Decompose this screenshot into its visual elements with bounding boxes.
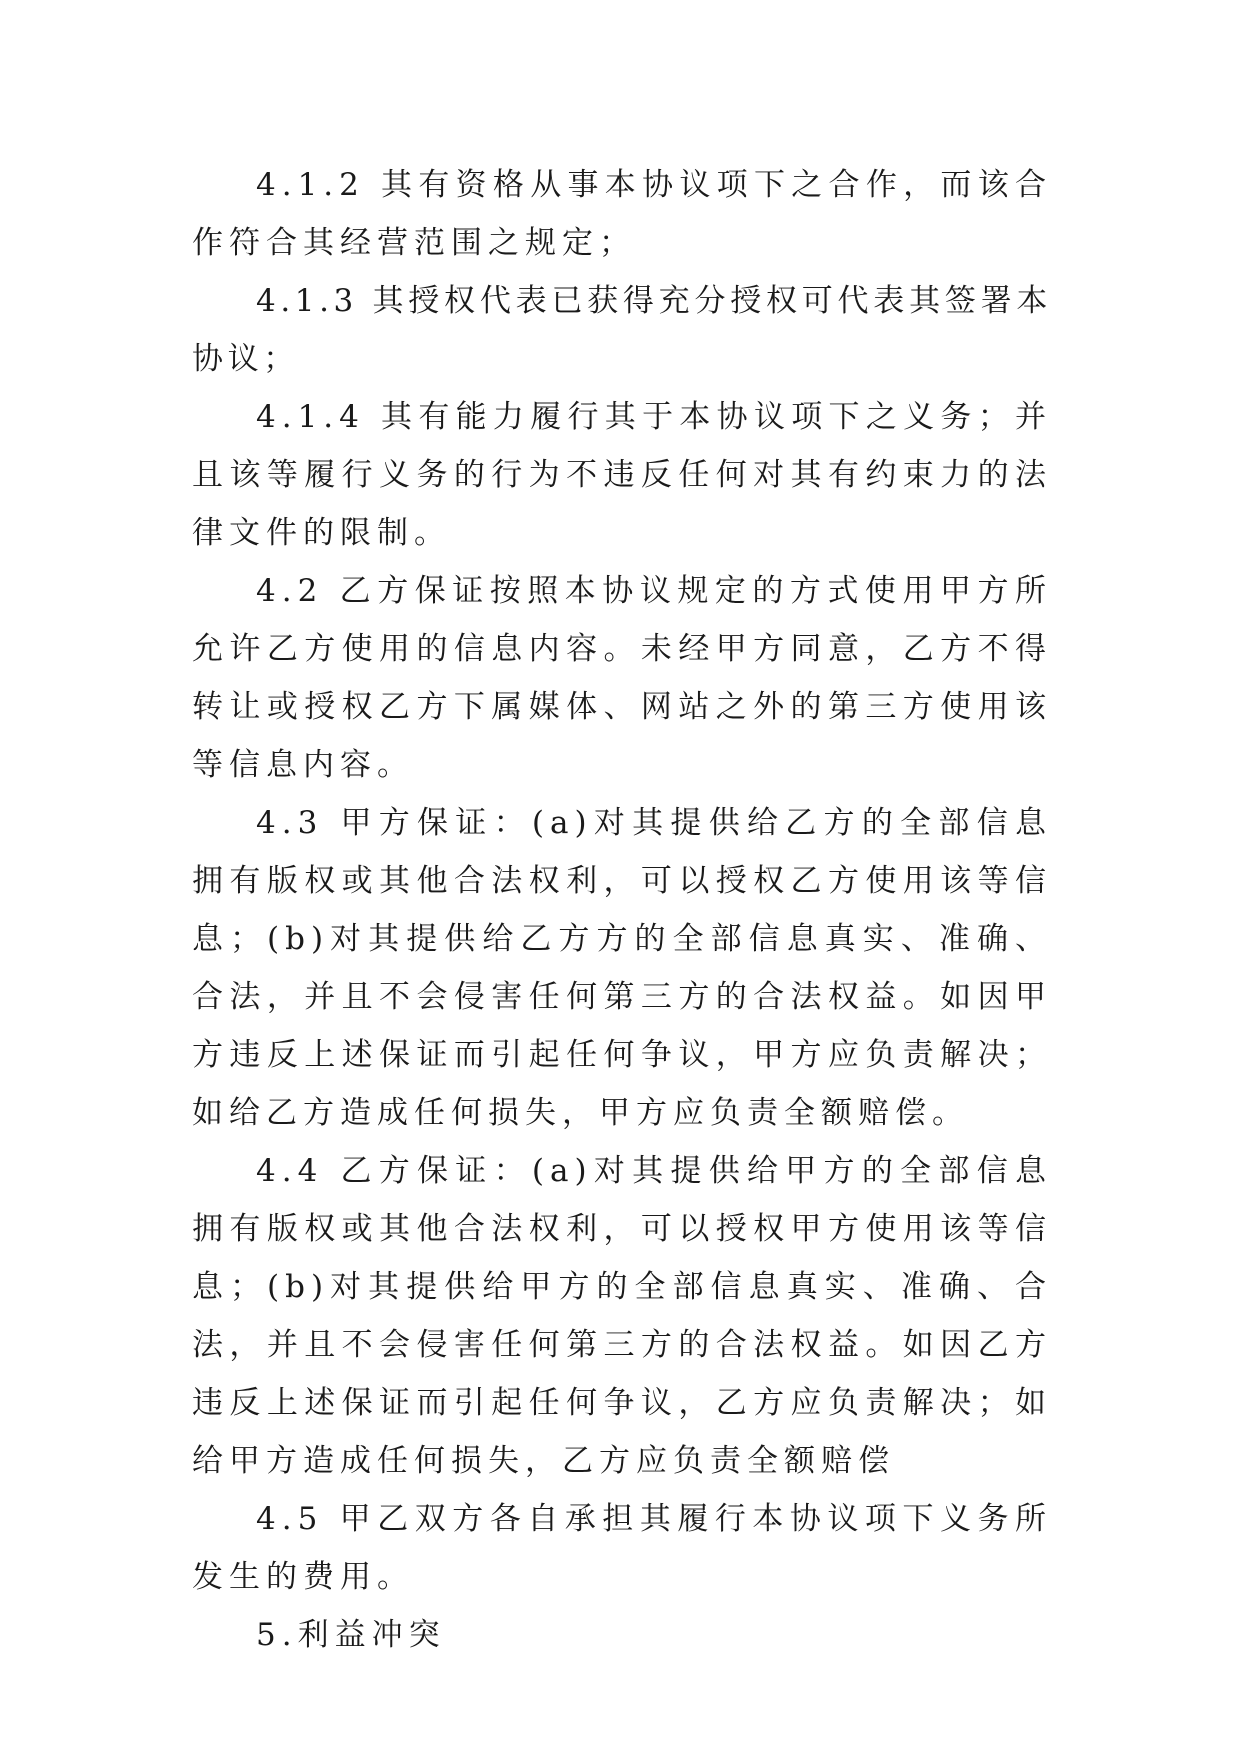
clause-4-1-3: 4.1.3 其授权代表已获得充分授权可代表其签署本协议；	[192, 283, 1052, 377]
section-5-heading: 5.利益冲突	[256, 1617, 446, 1653]
document-body	[192, 156, 1052, 1664]
clause-4-1-2: 4.1.2 其有资格从事本协议项下之合作，而该合作符合其经营范围之规定；	[192, 167, 1052, 261]
clause-4-2: 4.2 乙方保证按照本协议规定的方式使用甲方所允许乙方使用的信息内容。未经甲方同意，乙方不得转让或授权乙方下属媒体、网站之外的第三方使用该等信息内容。	[192, 573, 1052, 783]
clause-4-5: 4.5 甲乙双方各自承担其履行本协议项下义务所发生的费用。	[192, 1501, 1052, 1595]
clause-4-3: 4.3 甲方保证：(a)对其提供给乙方的全部信息拥有版权或其他合法权利，可以授权乙方使用该等信息；(b)对其提供给乙方方的全部信息真实、准确、合法，并且不会侵害任何第三方的合法权益。如因甲方违反上述保证而引起任何争议，甲方应负责解决；如给乙方造成任何损失，甲方应负责全额赔偿。	[192, 805, 1052, 1131]
clause-4-1-4: 4.1.4 其有能力履行其于本协议项下之义务；并且该等履行义务的行为不违反任何对其有约束力的法律文件的限制。	[192, 399, 1052, 551]
clause-4-4: 4.4 乙方保证：(a)对其提供给甲方的全部信息拥有版权或其他合法权利，可以授权甲方使用该等信息；(b)对其提供给甲方的全部信息真实、准确、合法，并且不会侵害任何第三方的合法权益。如因乙方违反上述保证而引起任何争议，乙方应负责解决；如给甲方造成任何损失，乙方应负责全额赔偿	[192, 1153, 1052, 1479]
